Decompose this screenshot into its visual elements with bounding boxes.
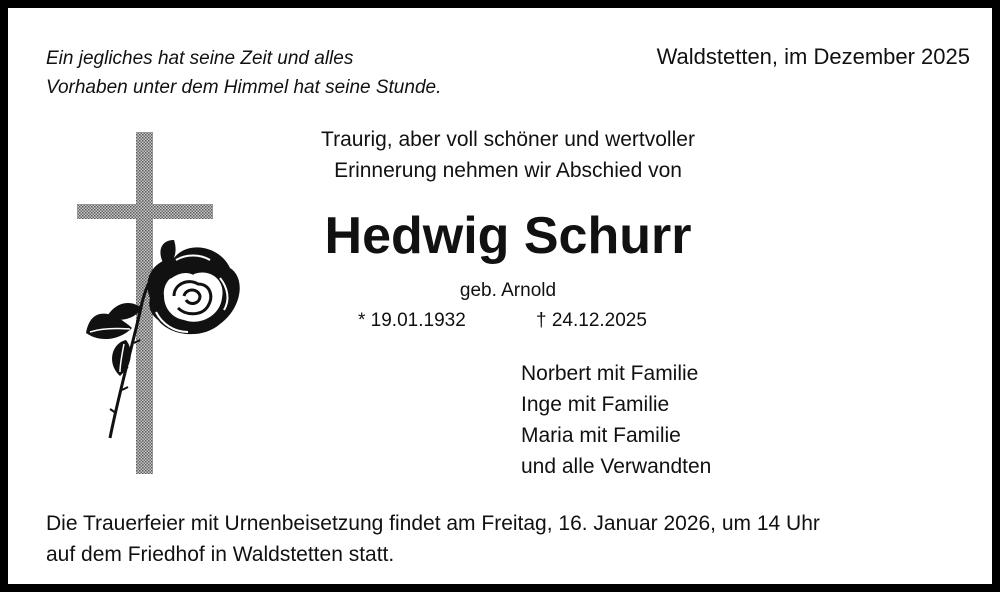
quote-line-1: Ein jegliches hat seine Zeit und alles [46, 48, 354, 69]
bible-quote [46, 44, 566, 102]
funeral-service-info [46, 508, 976, 570]
service-line-2: auf dem Friedhof in Waldstetten statt. [46, 543, 395, 566]
intro-line-2: Erinnerung nehmen wir Abschied von [334, 159, 682, 182]
intro-line-1: Traurig, aber voll schöner und wertvoller [321, 128, 695, 151]
maiden-name: geb. Arnold [459, 280, 557, 301]
farewell-intro [208, 124, 808, 186]
death-date: † 24.12.2025 [536, 310, 647, 331]
mourner-entry: Norbert mit Familie [521, 362, 699, 385]
mourner-entry: und alle Verwandten [521, 455, 712, 478]
service-line-1: Die Trauerfeier mit Urnenbeisetzung findet am Freitag, 16. Januar 2026, um 14 Uhr [46, 512, 820, 535]
deceased-name: Hedwig Schurr [324, 207, 692, 265]
birth-date: * 19.01.1932 [358, 310, 466, 331]
cross-horizontal-beam [77, 204, 213, 219]
quote-line-2: Vorhaben unter dem Himmel hat seine Stunde. [46, 77, 442, 98]
mourner-entry: Maria mit Familie [521, 424, 681, 447]
mourners-list [521, 358, 821, 482]
place-and-date: Waldstetten, im Dezember 2025 [656, 44, 970, 69]
mourner-entry: Inge mit Familie [521, 393, 670, 416]
